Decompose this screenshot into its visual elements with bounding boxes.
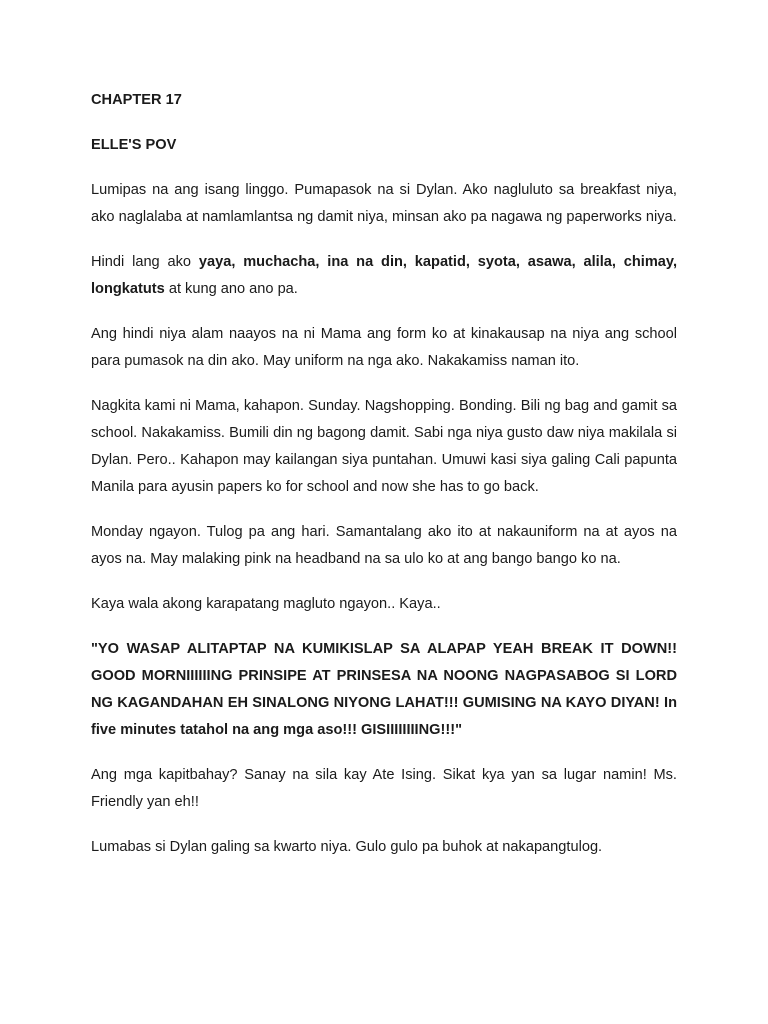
paragraph-4: Nagkita kami ni Mama, kahapon. Sunday. Nagshopping. Bonding. Bili ng bag and gamit sa school. Nakakamiss. Bumili din ng bagong damit. Sabi nga niya gusto daw niya makilala si Dylan. Pero.. Kahapon may kailangan siya puntahan. Umuwi kasi siya galing Cali papunta Manila para ayusin papers ko for school and now she has to go back.	[91, 398, 677, 495]
paragraph-5: Monday ngayon. Tulog pa ang hari. Samantalang ako ito at nakauniform na at ayos na ayos na. May malaking pink na headband na sa ulo ko at ang bango bango ko na.	[91, 524, 677, 567]
chapter-heading: CHAPTER 17	[91, 92, 182, 108]
paragraph-1: Lumipas na ang isang linggo. Pumapasok na si Dylan. Ako nagluluto sa breakfast niya, ako naglalaba at namlamlantsa ng damit niya, minsan ako pa nagawa ng paperworks niya.	[91, 182, 677, 225]
document-body	[91, 87, 677, 879]
paragraph-8: Ang mga kapitbahay? Sanay na sila kay Ate Ising. Sikat kya yan sa lugar namin! Ms. Friendly yan eh!!	[91, 767, 677, 810]
paragraph-7-shout: "YO WASAP ALITAPTAP NA KUMIKISLAP SA ALAPAP YEAH BREAK IT DOWN!! GOOD MORNIIIIIING PRINSIPE AT PRINSESA NA NOONG NAGPASABOG SI LORD NG KAGANDAHAN EH SINALONG NIYONG LAHAT!!! GUMISING NA KAYO DIYAN! In five minutes tatahol na ang mga aso!!! GISIIIIIIIING!!!"	[91, 641, 677, 738]
paragraph-2	[91, 249, 677, 303]
pov-heading: ELLE'S POV	[91, 137, 177, 153]
paragraph-6: Kaya wala akong karapatang magluto ngayon.. Kaya..	[91, 596, 441, 612]
paragraph-3: Ang hindi niya alam naayos na ni Mama ang form ko at kinakausap na niya ang school para pumasok na din ako. May uniform na nga ako. Nakakamiss naman ito.	[91, 326, 677, 369]
paragraph-2-prefix: Hindi lang ako	[91, 254, 199, 270]
paragraph-9: Lumabas si Dylan galing sa kwarto niya. Gulo gulo pa buhok at nakapangtulog.	[91, 839, 603, 855]
paragraph-2-suffix: at kung ano ano pa.	[164, 281, 298, 297]
paragraph-2-bold: yaya, muchacha, ina na din, kapatid, syota, asawa, alila, chimay, longkatuts	[91, 254, 678, 297]
